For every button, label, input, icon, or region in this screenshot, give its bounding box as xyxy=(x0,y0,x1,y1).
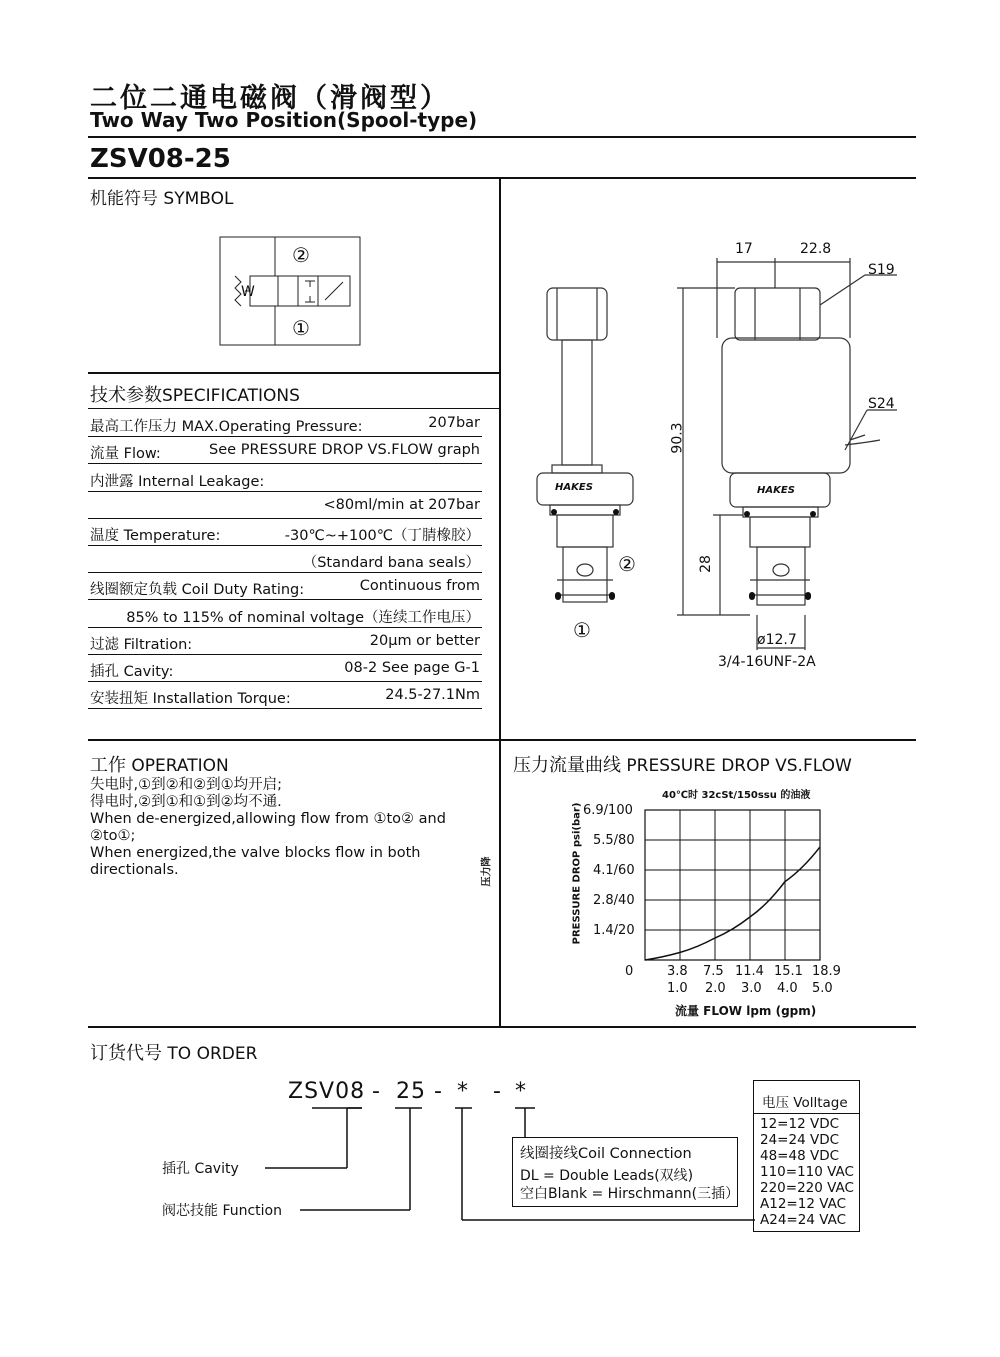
drawing-port-2: ② xyxy=(618,552,636,576)
divider xyxy=(88,408,499,409)
coil-option-dl: DL = Double Leads(双线) xyxy=(520,1168,694,1184)
specs-label-cn: 技术参数 xyxy=(90,385,162,406)
spec-value: <80ml/min at 207bar xyxy=(323,497,480,513)
spec-row-nominal-voltage xyxy=(88,601,482,628)
cavity-label: 插孔 Cavity xyxy=(162,1161,239,1177)
model-number: ZSV08-25 xyxy=(90,144,231,174)
x-tick-gpm: 3.0 xyxy=(741,981,762,996)
operation-label-en: OPERATION xyxy=(131,756,229,776)
voltage-option: 12=12 VDC xyxy=(760,1116,840,1132)
spec-value: 08-2 See page G-1 xyxy=(344,660,480,676)
operation-line: directionals. xyxy=(90,862,179,878)
brand-label: HAKES xyxy=(555,482,593,493)
spring-label: W xyxy=(241,284,255,300)
spec-value: 24.5-27.1Nm xyxy=(385,687,480,703)
chart-ylabel-cn: 压力降 xyxy=(481,856,493,887)
spec-value: Continuous from xyxy=(359,578,480,594)
spec-label: 流量 Flow: xyxy=(90,446,161,462)
order-code-series: ZSV08 xyxy=(288,1079,366,1104)
dim-diameter: ø12.7 xyxy=(757,632,797,648)
voltage-option: 110=110 VAC xyxy=(760,1164,854,1180)
order-label-en: TO ORDER xyxy=(167,1044,258,1064)
spec-label: 插孔 Cavity: xyxy=(90,664,174,680)
y-tick-label: 6.9/100 xyxy=(583,803,633,818)
valve-symbol xyxy=(215,232,365,350)
coil-option-blank: 空白Blank = Hirschmann(三插） xyxy=(520,1186,740,1202)
voltage-option: 220=220 VAC xyxy=(760,1180,854,1196)
voltage-title: 电压 Volltage xyxy=(762,1095,848,1111)
page-title-cn: 二位二通电磁阀（滑阀型） xyxy=(90,83,450,114)
y-tick-label: 5.5/80 xyxy=(593,833,635,848)
voltage-option: 48=48 VDC xyxy=(760,1148,840,1164)
x-tick-gpm: 5.0 xyxy=(812,981,833,996)
order-code-separator: - xyxy=(372,1079,381,1104)
x-tick-lpm: 11.4 xyxy=(735,964,764,979)
spec-label: 过滤 Filtration: xyxy=(90,637,193,653)
voltage-option: A12=12 VAC xyxy=(760,1196,846,1212)
dim-s24: S24 xyxy=(868,396,895,412)
order-code-separator: - xyxy=(493,1079,502,1104)
origin-label: 0 xyxy=(625,964,634,979)
specs-section-label xyxy=(90,381,300,407)
order-code-separator: - xyxy=(434,1079,443,1104)
port-2-label: ② xyxy=(292,243,310,267)
spec-label: 线圈额定负载 Coil Duty Rating: xyxy=(90,582,305,598)
operation-line: 得电时,②到①和①到②均不通. xyxy=(90,794,282,810)
order-code-function: 25 xyxy=(396,1079,426,1104)
spec-row-cavity xyxy=(88,655,482,682)
coil-title: 线圈接线Coil Connection xyxy=(520,1146,692,1162)
y-tick-label: 2.8/40 xyxy=(593,893,635,908)
order-label-cn: 订货代号 xyxy=(90,1043,162,1064)
operation-line: When energized,the valve blocks flow in both xyxy=(90,845,421,861)
chart-xlabel: 流量 FLOW lpm (gpm) xyxy=(675,1004,817,1018)
y-tick-label: 4.1/60 xyxy=(593,863,635,878)
chart-frame xyxy=(645,810,820,960)
divider xyxy=(88,372,499,374)
dim-22-8: 22.8 xyxy=(800,241,832,257)
dim-28: 28 xyxy=(697,555,714,573)
y-tick-label: 1.4/20 xyxy=(593,923,635,938)
chart-section-label xyxy=(513,751,852,777)
x-tick-gpm: 2.0 xyxy=(705,981,726,996)
chart-ylabel-en: PRESSURE DROP psi(bar) xyxy=(571,802,583,945)
port-1-label: ① xyxy=(292,316,310,340)
valve-drawing xyxy=(505,230,915,680)
chart-series-line xyxy=(645,847,820,960)
operation-label-cn: 工作 xyxy=(90,755,126,776)
x-tick-gpm: 4.0 xyxy=(777,981,798,996)
spec-row-temperature xyxy=(88,519,482,546)
divider xyxy=(88,739,916,741)
spec-value: 20μm or better xyxy=(369,633,480,649)
spec-label: 内泄露 Internal Leakage: xyxy=(90,474,265,490)
x-tick-lpm: 15.1 xyxy=(774,964,803,979)
spec-label: 安装扭矩 Installation Torque: xyxy=(90,691,291,707)
spec-row-leakage xyxy=(88,465,482,492)
divider xyxy=(88,177,916,179)
function-label: 阀芯技能 Function xyxy=(162,1203,282,1219)
x-tick-lpm: 7.5 xyxy=(703,964,724,979)
spec-row-coil-duty xyxy=(88,573,482,600)
spec-value: -30℃~+100℃（丁腈橡胶） xyxy=(284,528,480,544)
symbol-section-label: 机能符号 SYMBOL xyxy=(90,189,234,209)
spec-row-torque xyxy=(88,682,482,709)
dim-17: 17 xyxy=(735,241,753,257)
chart-label-en: PRESSURE DROP VS.FLOW xyxy=(626,756,852,776)
pressure-flow-chart xyxy=(640,800,830,965)
divider xyxy=(753,1113,859,1114)
spec-value: （Standard bana seals） xyxy=(302,555,480,571)
spec-row-filtration xyxy=(88,628,482,655)
x-tick-lpm: 3.8 xyxy=(667,964,688,979)
spec-label: 温度 Temperature: xyxy=(90,528,221,544)
thread-spec: 3/4-16UNF-2A xyxy=(718,654,816,670)
order-section-label xyxy=(90,1039,257,1065)
column-divider xyxy=(499,178,501,1026)
operation-section-label xyxy=(90,751,229,777)
order-code-voltage: * xyxy=(457,1079,469,1104)
operation-line: When de-energized,allowing flow from ①to② and xyxy=(90,811,446,827)
divider xyxy=(88,136,916,138)
spec-row-pressure xyxy=(88,410,482,437)
divider xyxy=(88,1026,916,1028)
brand-label: HAKES xyxy=(757,485,795,496)
drawing-port-1: ① xyxy=(573,618,591,642)
x-tick-lpm: 18.9 xyxy=(812,964,841,979)
page-title-en: Two Way Two Position(Spool-type) xyxy=(90,108,478,132)
spec-value: 207bar xyxy=(428,415,480,431)
dim-90-3: 90.3 xyxy=(669,422,686,454)
chart-subtitle: 40℃时 32cSt/150ssu 的油液 xyxy=(662,790,811,801)
voltage-option: A24=24 VAC xyxy=(760,1212,846,1228)
chart-label-cn: 压力流量曲线 xyxy=(513,755,621,776)
spec-value: See PRESSURE DROP VS.FLOW graph xyxy=(209,442,480,458)
order-code-coil: * xyxy=(515,1079,527,1104)
operation-line: 失电时,①到②和②到①均开启; xyxy=(90,777,282,793)
spec-row-seals xyxy=(88,546,482,573)
spec-value: 85% to 115% of nominal voltage（连续工作电压） xyxy=(126,610,480,626)
x-tick-gpm: 1.0 xyxy=(667,981,688,996)
dim-s19: S19 xyxy=(868,262,895,278)
specs-label-en: SPECIFICATIONS xyxy=(162,386,300,406)
spec-row-leakage-value xyxy=(88,492,482,519)
spec-label: 最高工作压力 MAX.Operating Pressure: xyxy=(90,419,363,435)
spec-row-flow xyxy=(88,437,482,464)
operation-line: ②to①; xyxy=(90,828,136,844)
voltage-option: 24=24 VDC xyxy=(760,1132,840,1148)
